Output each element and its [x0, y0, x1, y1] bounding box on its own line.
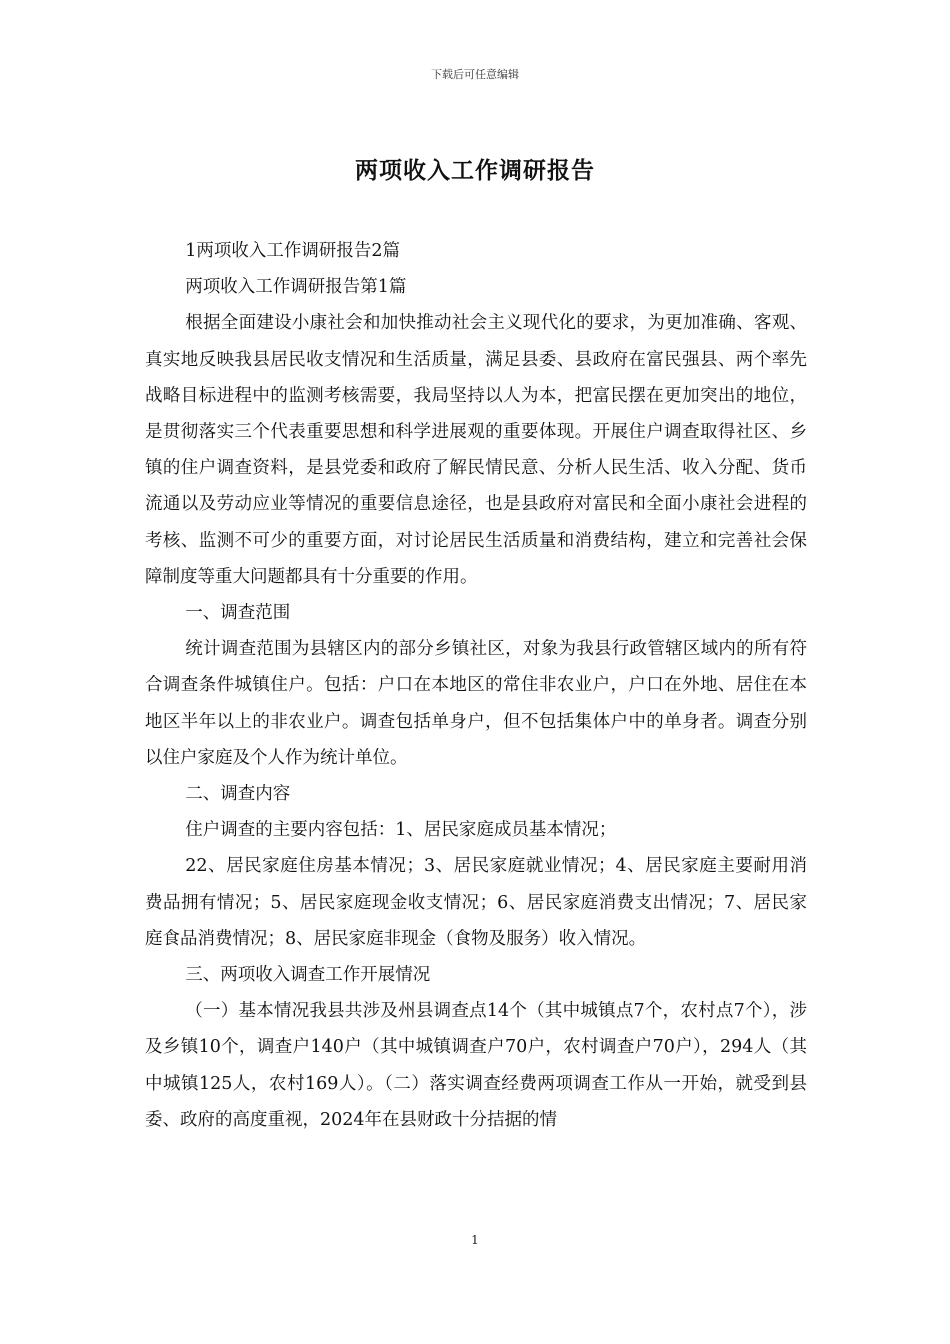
page-number: 1 — [471, 1233, 479, 1247]
section-heading-progress: 三、两项收入调查工作开展情况 — [185, 965, 431, 986]
paragraph-progress: （一）基本情况我县共涉及州县调查点14个（其中城镇点7个，农村点7个），涉及乡镇10个，调查户140户（其中城镇调查户70户，农村调查户70户），294人（其中城镇125人，农村169人）。（二）落实调查经费两项调查工作从一开始，就受到县委、政府的高度重视，2024年在县财政十分拮据的情 — [145, 1001, 807, 1130]
paragraph-scope: 统计调查范围为县辖区内的部分乡镇社区，对象为我县行政管辖区域内的所有符合调查条件城镇住户。包括：户口在本地区的常住非农业户，户口在外地、居住在本地区半年以上的非农业户。调查包括单身户，但不包括集体户中的单身者。调查分别以住户家庭及个人作为统计单位。 — [145, 639, 807, 768]
paragraph-intro: 根据全面建设小康社会和加快推动社会主义现代化的要求，为更加准确、客观、真实地反映我县居民收支情况和生活质量，满足县委、县政府在富民强县、两个率先战略目标进程中的监测考核需要，我局坚持以人为本，把富民摆在更加突出的地位，是贯彻落实三个代表重要思想和科学进展观的重要体现。开展住户调查取得社区、乡镇的住户调查资料，是县党委和政府了解民情民意、分析人民生活、收入分配、货币流通以及劳动应业等情况的重要信息途径，也是县政府对富民和全面小康社会进程的考核、监测不可少的重要方面，对讨论居民生活质量和消费结构，建立和完善社会保障制度等重大问题都具有十分重要的作用。 — [145, 313, 807, 587]
paragraph-content-2: 22、居民家庭住房基本情况；3、居民家庭就业情况；4、居民家庭主要耐用消费品拥有情况；5、居民家庭现金收支情况；6、居民家庭消费支出情况；7、居民家庭食品消费情况；8、居民家庭非现金（食物及服务）收入情况。 — [145, 856, 807, 949]
header-note: 下载后可任意编辑 — [431, 68, 519, 81]
paragraph-toc-line: 1两项收入工作调研报告2篇 — [185, 241, 401, 261]
paragraph-content-1: 住户调查的主要内容包括：1、居民家庭成员基本情况； — [185, 820, 617, 841]
document-title: 两项收入工作调研报告 — [355, 157, 595, 184]
document-body — [145, 233, 807, 1138]
section-heading-content: 二、调查内容 — [185, 784, 291, 805]
section-heading-scope: 一、调查范围 — [185, 603, 291, 624]
paragraph-part-title: 两项收入工作调研报告第1篇 — [185, 277, 407, 298]
